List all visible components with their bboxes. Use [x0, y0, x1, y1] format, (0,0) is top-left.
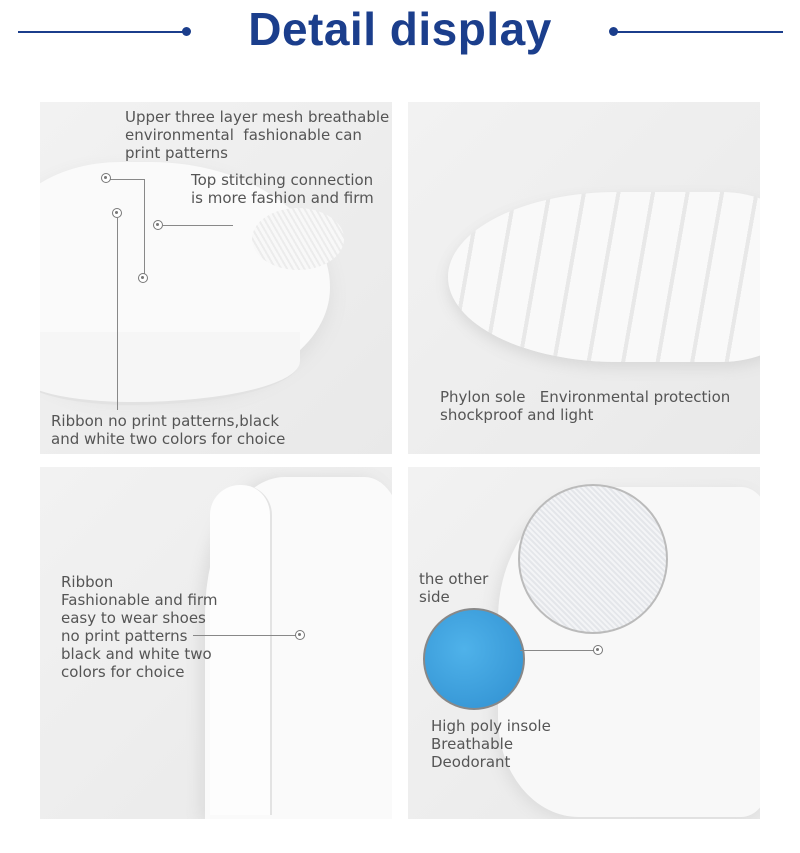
callout-pin [593, 645, 603, 655]
sole-image [448, 192, 760, 362]
heel-text: Ribbon Fashionable and firm easy to wear shoes no print patterns black and white two colors for choice [61, 573, 218, 681]
callout-pin [138, 273, 148, 283]
mesh-text: Upper three layer mesh breathable environmental fashionable can print patterns [125, 108, 390, 162]
shoe-sole-image [40, 332, 300, 405]
panel-sole-detail [408, 102, 760, 454]
callout-line [144, 179, 145, 277]
callout-line [520, 650, 598, 651]
stitch-closeup-image [252, 208, 344, 270]
panel-upper-detail [40, 102, 392, 454]
callout-pin [101, 173, 111, 183]
insole-closeup-image [423, 608, 525, 710]
callout-pin [295, 630, 305, 640]
callout-line [110, 179, 145, 180]
callout-pin [112, 208, 122, 218]
mesh-closeup-image [518, 484, 668, 634]
insole-text: High poly insole Breathable Deodorant [431, 717, 551, 771]
callout-line [193, 635, 296, 636]
page-title: Detail display [248, 3, 552, 55]
panel-insole-detail [408, 467, 760, 819]
heel-ribbon-image [210, 485, 272, 815]
panel-heel-detail [40, 467, 392, 819]
sole-text: Phylon sole Environmental protection shockproof and light [440, 388, 731, 424]
title-rule-right [613, 31, 783, 33]
stitch-text: Top stitching connection is more fashion and firm [191, 171, 374, 207]
other-side-text: the other side [419, 570, 489, 606]
ribbon-text: Ribbon no print patterns,black and white two colors for choice [51, 412, 286, 448]
callout-pin [153, 220, 163, 230]
callout-line [163, 225, 233, 226]
callout-line [117, 218, 118, 410]
